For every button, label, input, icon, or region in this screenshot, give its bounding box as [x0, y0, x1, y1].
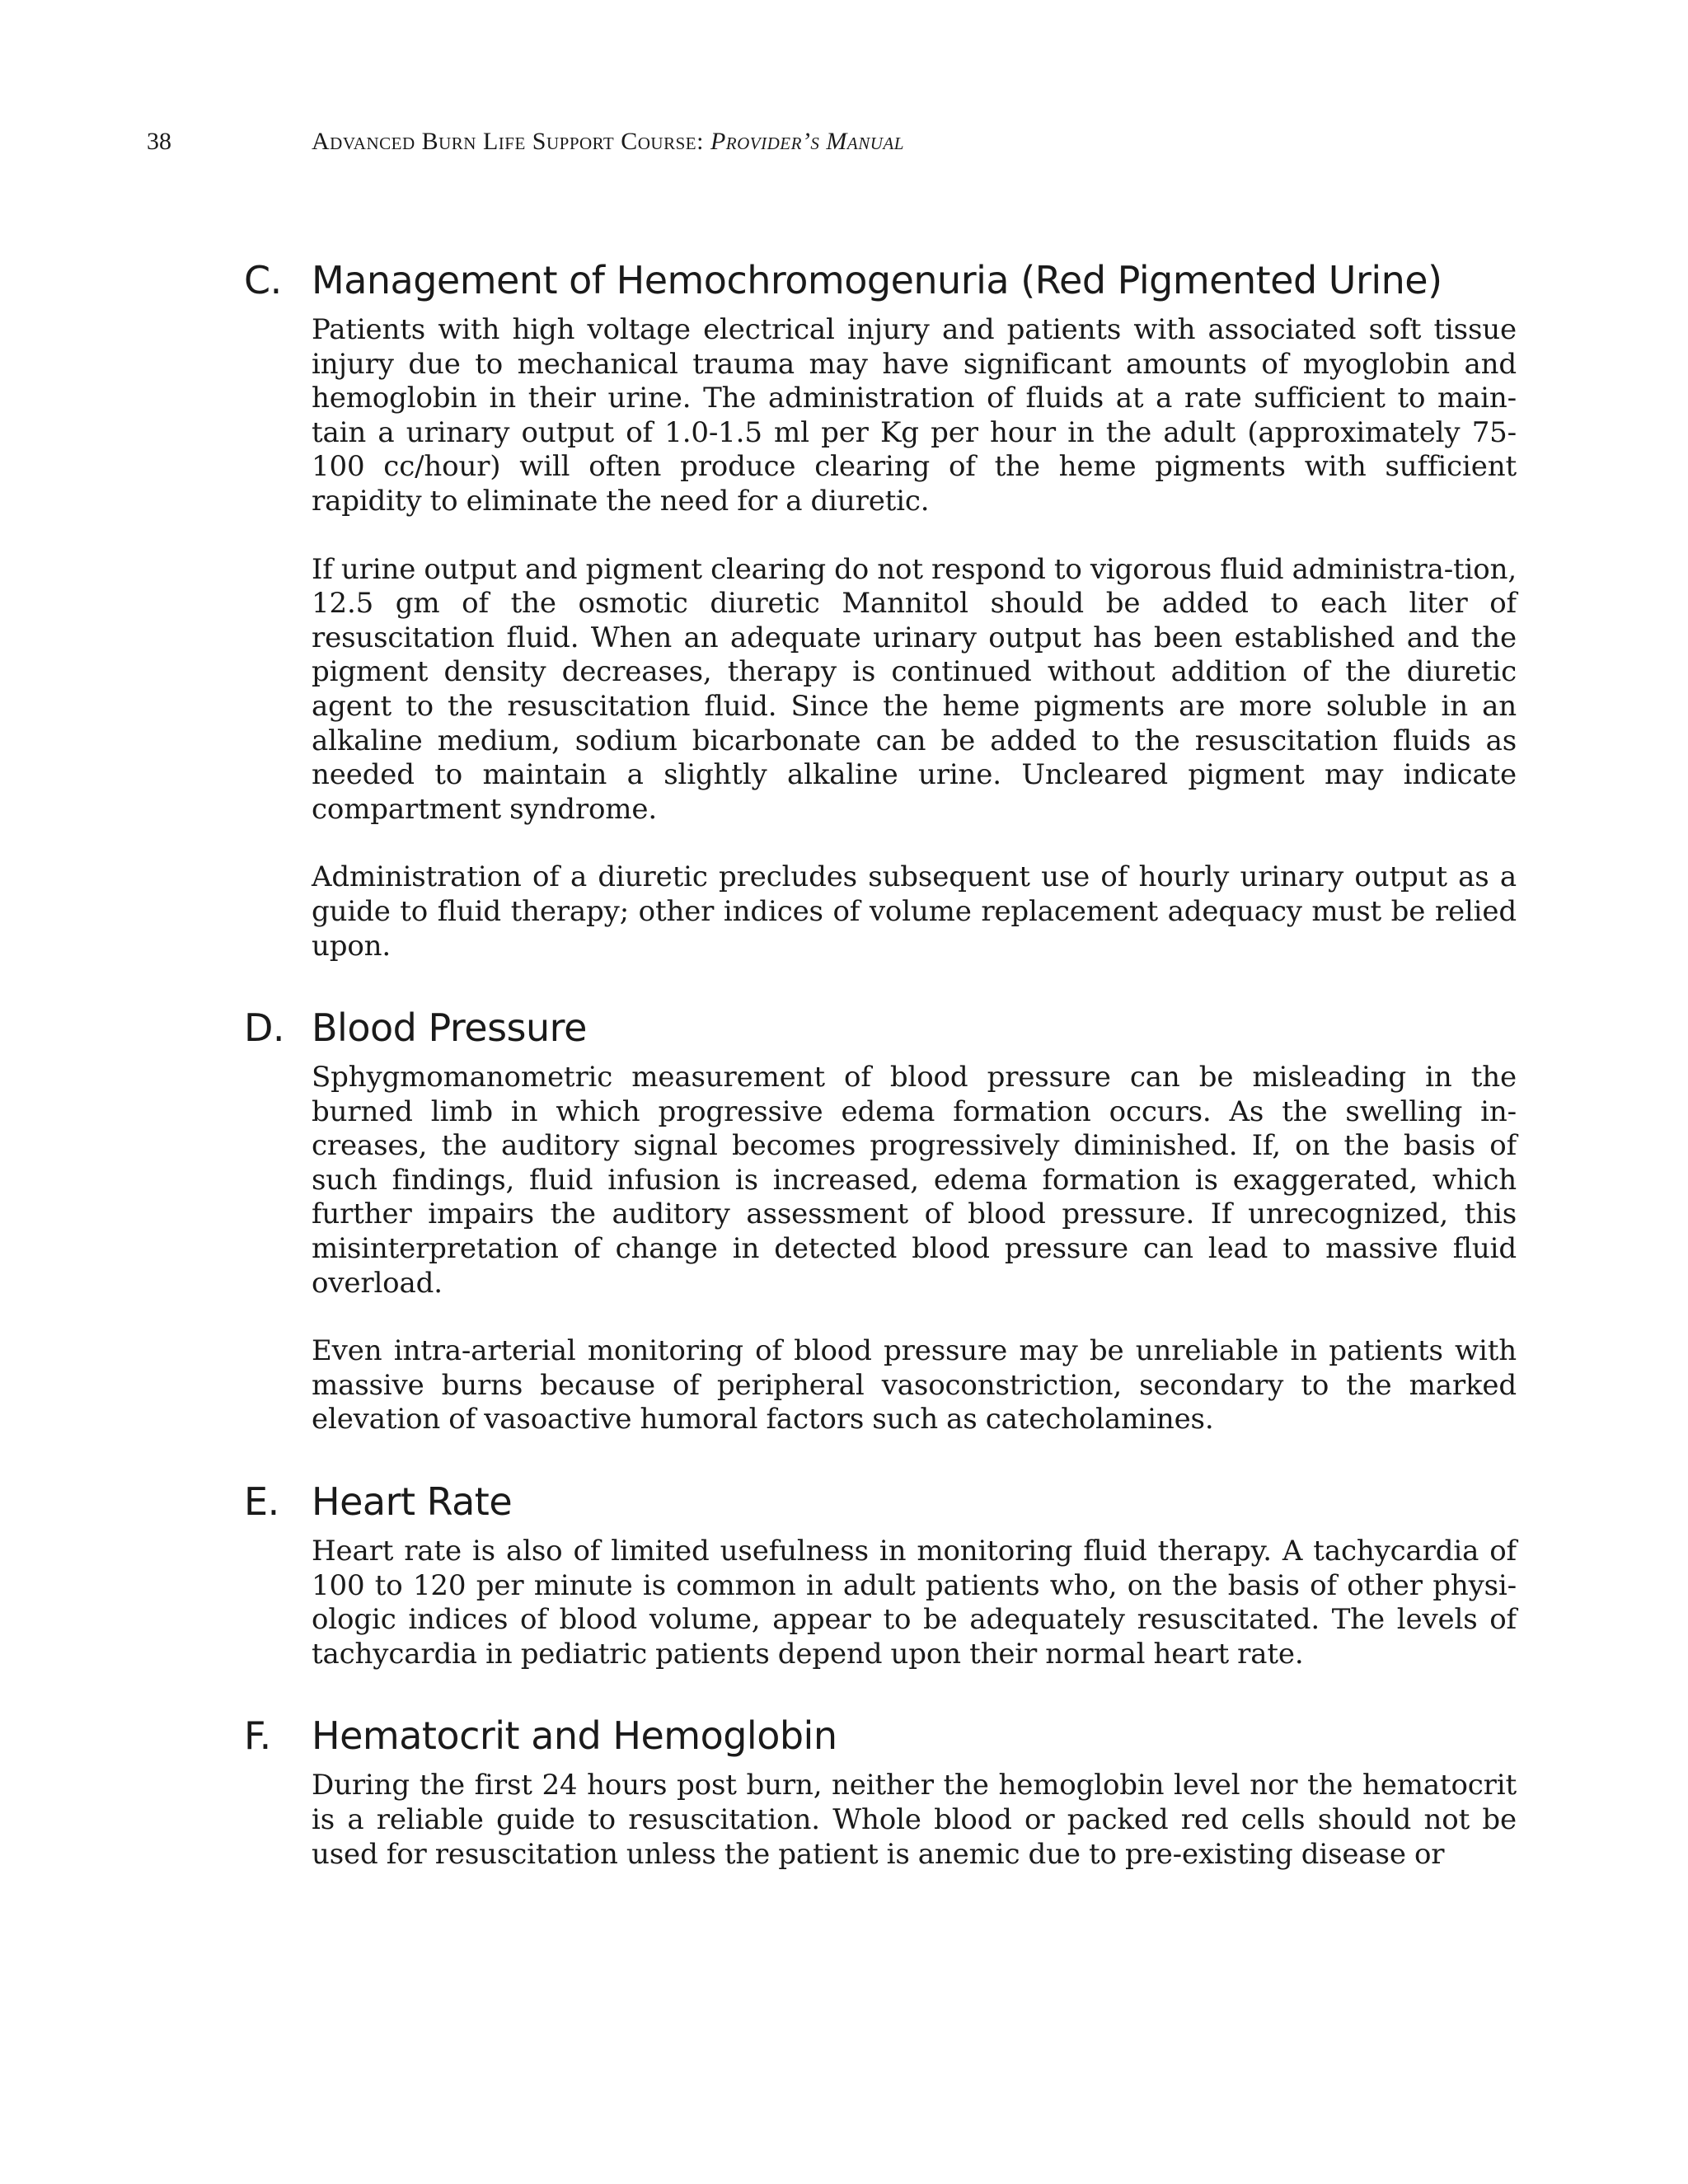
manual-subtitle: Provider’s Manual: [710, 128, 904, 155]
section-heading: [0, 995, 1688, 1061]
paragraph: If urine output and pigment clearing do not respond to vigorous fluid administra-tion, 12.5 gm of the osmotic diuretic Mannitol should be added to each liter of resuscitation fluid. When an adequate urinary output has been established and the pigment density decreases, therapy is continued without addition of the diuretic agent to the resuscitation fluid. Since the heme pigments are more soluble in an alkaline medium, sodium bicarbonate can be added to the resuscitation fluids as needed to maintain a slightly alkaline urine. Uncleared pigment may indicate compartment syndrome.: [312, 552, 1517, 826]
section-e: [0, 1469, 1688, 1671]
section-letter: C.: [244, 258, 282, 302]
section-heading: [0, 1469, 1688, 1535]
manual-title: Advanced Burn Life Support Course:: [312, 128, 710, 155]
page-content: [0, 247, 1688, 1903]
page-number: 38: [147, 128, 171, 155]
section-letter: F.: [244, 1713, 271, 1759]
section-heading: [0, 247, 1688, 313]
paragraph: Patients with high voltage electrical injury and patients with associated soft tissue injury due to mechanical trauma may have significant amounts of myoglobin and hemoglobin in their urine. The administration of fluids at a rate sufficient to main-tain a urinary output of 1.0-1.5 ml per Kg per hour in the adult (approximately 75-100 cc/hour) will often produce clearing of the heme pigments with sufficient rapidity to eliminate the need for a diuretic.: [312, 313, 1517, 518]
section-d: [0, 995, 1688, 1437]
section-f: [0, 1703, 1688, 1872]
running-header-title: [312, 125, 904, 158]
paragraph: Administration of a diuretic precludes subsequent use of hourly urinary output as a guide to fluid therapy; other indices of volume replacement adequacy must be relied upon.: [312, 860, 1517, 963]
running-header: [0, 125, 1688, 158]
section-letter: D.: [244, 1005, 285, 1051]
paragraph: Sphygmomanometric measurement of blood pressure can be misleading in the burned limb in which progressive edema formation occurs. As the swelling in-creases, the auditory signal becomes progressively diminished. If, on the basis of such findings, fluid infusion is increased, edema formation is exaggerated, which further impairs the auditory assessment of blood pressure. If unrecognized, this misinterpretation of change in detected blood pressure can lead to massive fluid overload.: [312, 1061, 1517, 1300]
paragraph: Heart rate is also of limited usefulness in monitoring fluid therapy. A tachycardia of 100 to 120 per minute is common in adult patients who, on the basis of other physi-ologic indices of blood volume, appear to be adequately resuscitated. The levels of tachycardia in pediatric patients depend upon their normal heart rate.: [312, 1535, 1517, 1671]
section-title: Management of Hemochromogenuria (Red Pigmented Urine): [312, 258, 1442, 302]
section-heading: [0, 1703, 1688, 1769]
section-title: Hematocrit and Hemoglobin: [312, 1713, 837, 1759]
section-c: [0, 247, 1688, 963]
section-title: Blood Pressure: [312, 1005, 587, 1051]
section-letter: E.: [244, 1479, 279, 1525]
paragraph: Even intra-arterial monitoring of blood pressure may be unreliable in patients with massive burns because of peripheral vasoconstriction, secondary to the marked elevation of vasoactive humoral factors such as catecholamines.: [312, 1334, 1517, 1436]
section-title: Heart Rate: [312, 1479, 513, 1525]
paragraph: During the first 24 hours post burn, neither the hemoglobin level nor the hematocrit is a reliable guide to resuscitation. Whole blood or packed red cells should not be used for resuscitation unless the patient is anemic due to pre-existing disease or: [312, 1769, 1517, 1871]
